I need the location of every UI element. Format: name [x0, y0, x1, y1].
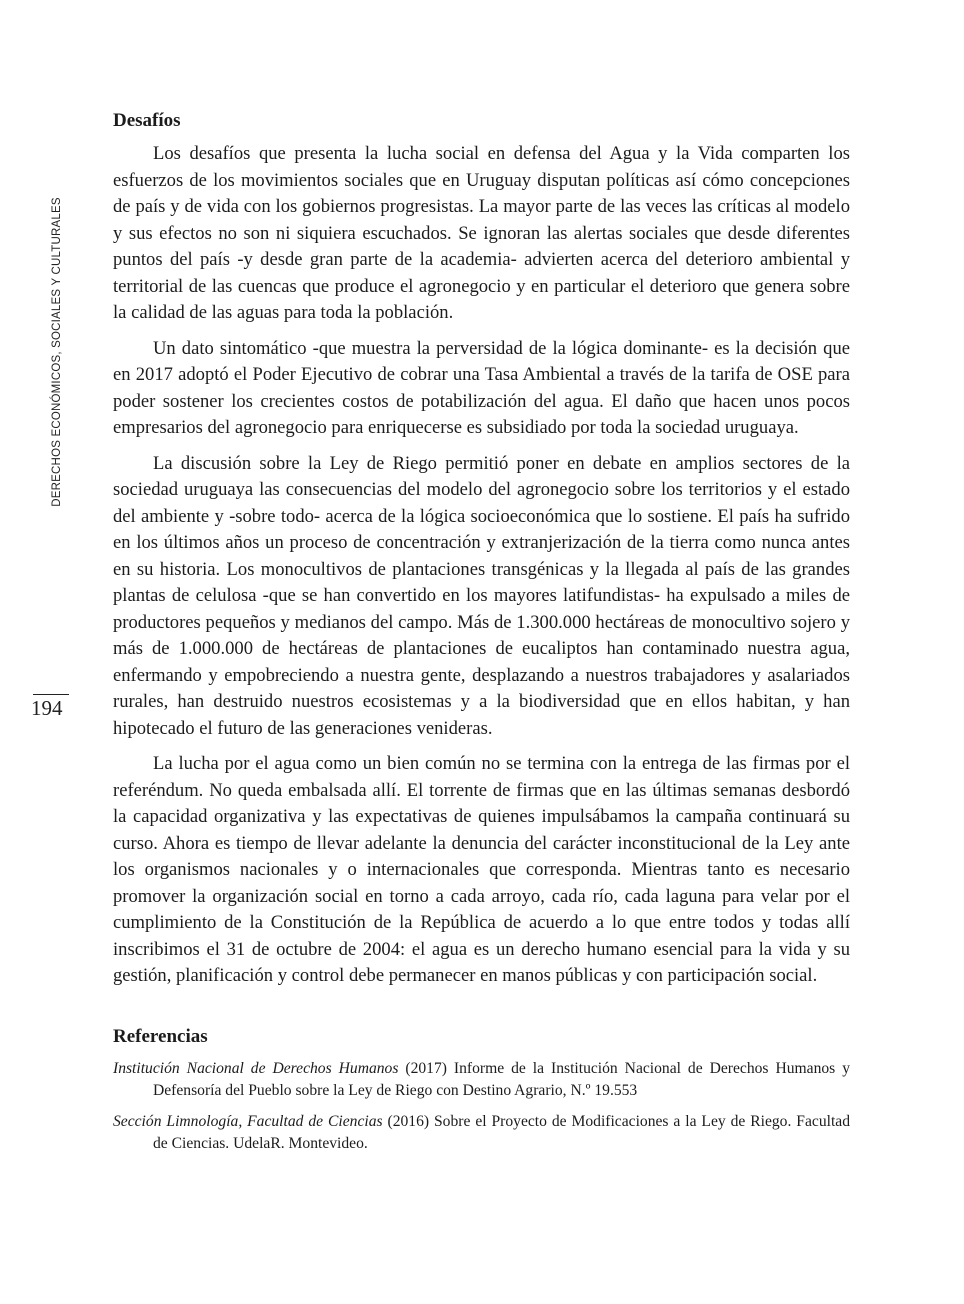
- reference-details: (2016) Sobre el Proyecto de Modificaciones a la Ley de Riego. Facultad de Ciencias. UdelaR. Montevideo.: [153, 1112, 850, 1152]
- reference-author: Institución Nacional de Derechos Humanos: [113, 1059, 399, 1077]
- running-header-vertical: DERECHOS ECONÓMICOS, SOCIALES Y CULTURALES: [51, 197, 63, 507]
- page-body: [113, 108, 850, 1164]
- body-paragraph: Los desafíos que presenta la lucha social en defensa del Agua y la Vida comparten los esfuerzos de los movimientos sociales que en Uruguay disputan políticas así cómo concepciones de país y de vida con los gobiernos progresistas. La mayor parte de las veces las críticas al modelo y sus efectos no son ni siquiera escuchados. Se ignoran las alertas sociales que desde diferentes puntos del país -y desde gran parte de la academia- advierten acerca del deterioro ambiental y territorial de las cuencas que produce el agronegocio y en particular el deterioro que genera sobre la calidad de las aguas para toda la población.: [113, 143, 850, 323]
- section-heading: Desafíos: [113, 110, 181, 131]
- body-paragraph: La discusión sobre la Ley de Riego permitió poner en debate en amplios sectores de la sociedad uruguaya las consecuencias del modelo del agronegocio sobre los territorios y el estado del ambiente y -sobre todo- acerca de la lógica socioeconómica que lo sostiene. El país ha sufrido en los últimos años un proceso de concentración y extranjerización de la tierra como nunca antes en su historia. Los monocultivos de plantaciones transgénicas y la llegada al país de las grandes plantas de celulosa -que se han convertido en los mayores latifundistas- ha expulsado a miles de productores pequeños y medianos del campo. Más de 1.300.000 hectáreas de monocultivo sojero y más de 1.000.000 de hectáreas de plantaciones de eucaliptos han contaminado nuestra agua, enfermando y empobreciendo a nuestra gente, desplazando a nuestros trabajadores y asalariados rurales, han destruido nuestros ecosistemas y a la biodiversidad que en ellos habitan, y han hipotecado el futuro de las generaciones venideras.: [113, 452, 850, 739]
- body-paragraph: La lucha por el agua como un bien común no se termina con la entrega de las firmas por el referéndum. No queda embalsada allí. El torrente de firmas que en las últimas semanas desbordó la capacidad organizativa y las expectativas de quienes impulsábamos la campaña continuará su curso. Ahora es tiempo de llevar adelante la denuncia del carácter inconstitucional de la Ley ante los organismos nacionales y o internacionales que corresponda. Mientras tanto es necesario promover la organización social en torno a cada arroyo, cada río, cada laguna para velar por el cumplimiento de la Constitución de la República de acuerdo a lo que entre todos y todas allí inscribimos el 31 de octubre de 2004: el agua es un derecho humano esencial para la vida y su gestión, planificación y control debe permanecer en manos públicas y con participación social.: [113, 753, 850, 986]
- page-number: 194: [31, 696, 63, 720]
- reference-author: Sección Limnología, Facultad de Ciencias: [113, 1112, 383, 1130]
- page-number-rule: [33, 694, 69, 695]
- references-heading: Referencias: [113, 1025, 208, 1047]
- body-paragraph: Un dato sintomático -que muestra la perversidad de la lógica dominante- es la decisión que en 2017 adoptó el Poder Ejecutivo de cobrar una Tasa Ambiental a través de la tarifa de OSE para poder sostener los crecientes costos de potabilización del agua. El daño que hacen unos pocos empresarios del agronegocio para enriquecerse es subsidiado por toda la sociedad uruguaya.: [113, 337, 850, 438]
- reference-entry: [113, 1111, 850, 1155]
- reference-details: (2017) Informe de la Institución Nacional de Derechos Humanos y Defensoría del Pueblo sobre la Ley de Riego con Destino Agrario, N.º 19.553: [153, 1059, 850, 1099]
- reference-entry: [113, 1058, 850, 1102]
